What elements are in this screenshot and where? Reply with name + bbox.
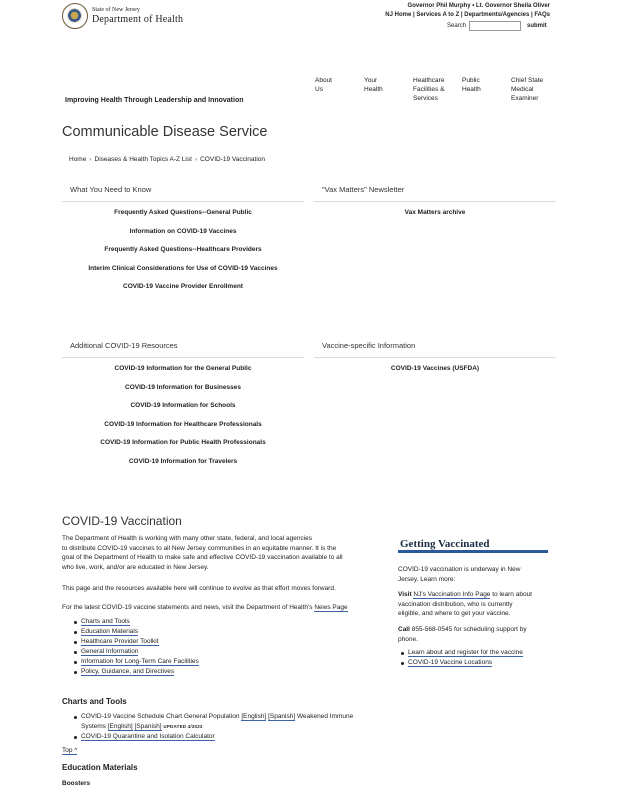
divider: | [530, 12, 535, 18]
chevron-right-icon: › [194, 156, 198, 163]
box-title: Additional COVID-19 Resources [62, 341, 304, 358]
top-links [385, 12, 550, 18]
schedule-chart-english-link[interactable]: [English] [241, 713, 267, 720]
toc-ltc-facilities-link[interactable]: Information for Long-Term Care Facilities [81, 658, 199, 665]
nav-label: Your [364, 77, 378, 84]
nj-home-link[interactable]: NJ Home [385, 12, 412, 18]
text: For the latest COVID-19 vaccine statements and news, visit the Department of Health's [62, 604, 313, 611]
toc-list [62, 617, 199, 677]
getting-vaccinated-intro [398, 565, 558, 584]
call-paragraph [398, 625, 558, 644]
text-line: Jersey. Learn more: [398, 575, 456, 583]
nav-chief-medical-examiner[interactable] [511, 76, 543, 103]
covid-vaccines-usfda-link[interactable]: COVID-19 Vaccines (USFDA) [390, 365, 480, 372]
info-travelers-link[interactable]: COVID-19 Information for Travelers [128, 457, 238, 465]
text-line: to distribute COVID-19 vaccines to all New Jersey communities in an equitable manner. It is the [62, 544, 337, 552]
list-item [389, 648, 523, 658]
charts-tools-list [62, 712, 392, 742]
divider: | [412, 12, 417, 18]
text-line: The Department of Health is working with many other state, federal, and local agencies [62, 535, 313, 542]
provider-enrollment-link[interactable]: COVID-19 Vaccine Provider Enrollment [123, 283, 243, 291]
nj-seal-logo[interactable] [62, 3, 88, 29]
box-title: Vaccine-specific Information [314, 341, 556, 358]
list-item [62, 667, 199, 677]
box-vax-matters [314, 185, 556, 223]
text: Visit [398, 591, 412, 598]
quarantine-calculator-link[interactable]: COVID-19 Quarantine and Isolation Calculator [81, 733, 215, 740]
nav-label: Facilities & [413, 86, 445, 93]
breadcrumb-current: COVID-19 Vaccination [200, 156, 266, 163]
list-item [62, 712, 392, 732]
schedule-chart-spanish-link[interactable]: [Spanish] [268, 713, 296, 720]
text-line: vaccination distribution, who is currently [398, 600, 513, 608]
breadcrumb-diseases[interactable]: Diseases & Health Topics A-Z List [94, 156, 192, 163]
nav-label: Medical [511, 86, 534, 93]
services-a-z-link[interactable]: Services A to Z [416, 12, 460, 18]
nav-public-health[interactable] [462, 76, 481, 94]
search-label: Search [447, 23, 467, 29]
governor-line: Governor Phil Murphy • Lt. Governor Sheila Oliver [407, 3, 550, 9]
list-item [389, 658, 523, 668]
nav-your-health[interactable] [364, 76, 383, 94]
text: Call [398, 626, 410, 633]
departments-link[interactable]: Departments/Agencies [464, 12, 530, 18]
submit-button[interactable]: submit [527, 23, 547, 29]
nav-healthcare-facilities[interactable] [413, 76, 444, 103]
info-schools-link[interactable]: COVID-19 Information for Schools [130, 402, 236, 410]
page-title: COVID-19 Vaccination [62, 514, 182, 528]
chevron-right-icon: › [89, 156, 92, 163]
faq-general-public-link[interactable]: Frequently Asked Questions--General Public [114, 209, 252, 216]
box-title: "Vax Matters" Newsletter [314, 185, 556, 202]
search-input[interactable] [469, 21, 521, 31]
info-businesses-link[interactable]: COVID-19 Information for Businesses [125, 383, 241, 391]
nav-label: Healthcare [413, 77, 445, 84]
toc-education-link[interactable]: Education Materials [81, 628, 139, 635]
text-line: COVID-19 vaccination is underway in New [398, 566, 521, 573]
faq-healthcare-providers-link[interactable]: Frequently Asked Questions--Healthcare Providers [104, 246, 262, 254]
accent-bar [398, 550, 548, 553]
text-line: who live, work, and/or are educated in New Jersey. [62, 563, 209, 571]
nav-label: Chief State [511, 77, 544, 84]
nav-label: Services [413, 95, 438, 102]
list-item [62, 617, 199, 627]
evolve-paragraph: This page and the resources available here will continue to evolve as that effort moves forward. [62, 585, 336, 592]
brand-state: State of New Jersey [92, 7, 140, 13]
immune-english-link[interactable]: [English] [107, 723, 133, 730]
toc-provider-toolkit-link[interactable]: Healthcare Provider Toolkit [81, 638, 159, 645]
covid-vaccine-info-link[interactable]: Information on COVID-19 Vaccines [129, 227, 237, 235]
list-item [62, 637, 199, 647]
getting-vaccinated-title: Getting Vaccinated [400, 538, 490, 550]
news-paragraph [62, 603, 348, 613]
nav-label: About [315, 77, 332, 84]
intro-paragraph [62, 534, 382, 572]
tagline: Improving Health Through Leadership and Innovation [65, 97, 244, 104]
nav-label: Health [462, 86, 481, 93]
vaccine-locations-link[interactable]: COVID-19 Vaccine Locations [408, 659, 493, 666]
text: 855-568-0545 for scheduling support by [411, 626, 527, 633]
box-additional-resources [62, 341, 304, 472]
toc-general-info-link[interactable]: General Information [81, 648, 139, 655]
brand-department[interactable]: Department of Health [92, 14, 184, 25]
top-link-wrap [62, 746, 77, 756]
education-heading: Education Materials [62, 763, 138, 772]
text: Systems [81, 723, 106, 730]
interim-clinical-link[interactable]: Interim Clinical Considerations for Use of COVID-19 Vaccines [88, 264, 278, 272]
text: COVID-19 Vaccine Schedule Chart General Population [81, 713, 240, 720]
section-title: Communicable Disease Service [62, 124, 268, 140]
divider: | [460, 12, 465, 18]
nav-label: Health [364, 86, 383, 93]
text-line: eligible, and where to get your vaccine. [398, 610, 511, 617]
list-item [62, 627, 199, 637]
vax-matters-archive-link[interactable]: Vax Matters archive [404, 209, 466, 216]
breadcrumb-home[interactable]: Home [69, 156, 87, 163]
list-item [62, 647, 199, 657]
text-line: phone. [398, 635, 418, 643]
nav-label: Examiner [511, 95, 539, 102]
box-need-to-know [62, 185, 304, 297]
info-public-health-professionals-link[interactable]: COVID-19 Information for Public Health Professionals [100, 439, 266, 447]
faqs-link[interactable]: FAQs [534, 12, 550, 18]
vaccination-info-page-link[interactable]: NJ's Vaccination Info Page [413, 591, 491, 598]
text: Weakened Immune [296, 713, 354, 720]
toc-policy-link[interactable]: Policy, Guidance, and Directives [81, 668, 175, 675]
back-to-top-link[interactable]: Top ^ [62, 747, 78, 754]
register-vaccine-link[interactable]: Learn about and register for the vaccine [408, 649, 523, 656]
list-item [62, 732, 392, 742]
immune-spanish-link[interactable]: [Spanish] [134, 723, 162, 730]
boosters-subheading: Boosters [62, 780, 91, 787]
text: to learn about [492, 591, 532, 598]
text-line: goal of the Department of Health to make safe and effective COVID-19 vaccination available to all [62, 554, 343, 561]
nav-label: Public [462, 77, 480, 84]
toc-charts-tools-link[interactable]: Charts and Tools [81, 618, 130, 625]
nav-about-us[interactable] [315, 76, 332, 94]
charts-tools-heading: Charts and Tools [62, 697, 127, 706]
nav-label: Us [315, 86, 323, 93]
box-vaccine-specific [314, 341, 556, 379]
box-title: What You Need to Know [62, 185, 304, 202]
visit-paragraph [398, 590, 558, 619]
breadcrumb [69, 156, 265, 163]
getting-vaccinated-links [389, 648, 523, 668]
updated-badge: UPDATED 4/2023 [163, 724, 203, 729]
news-page-link[interactable]: News Page [314, 604, 348, 611]
info-general-public-link[interactable]: COVID-19 Information for the General Public [114, 365, 252, 372]
info-healthcare-professionals-link[interactable]: COVID-19 Information for Healthcare Professionals [104, 420, 262, 428]
list-item [62, 657, 199, 667]
